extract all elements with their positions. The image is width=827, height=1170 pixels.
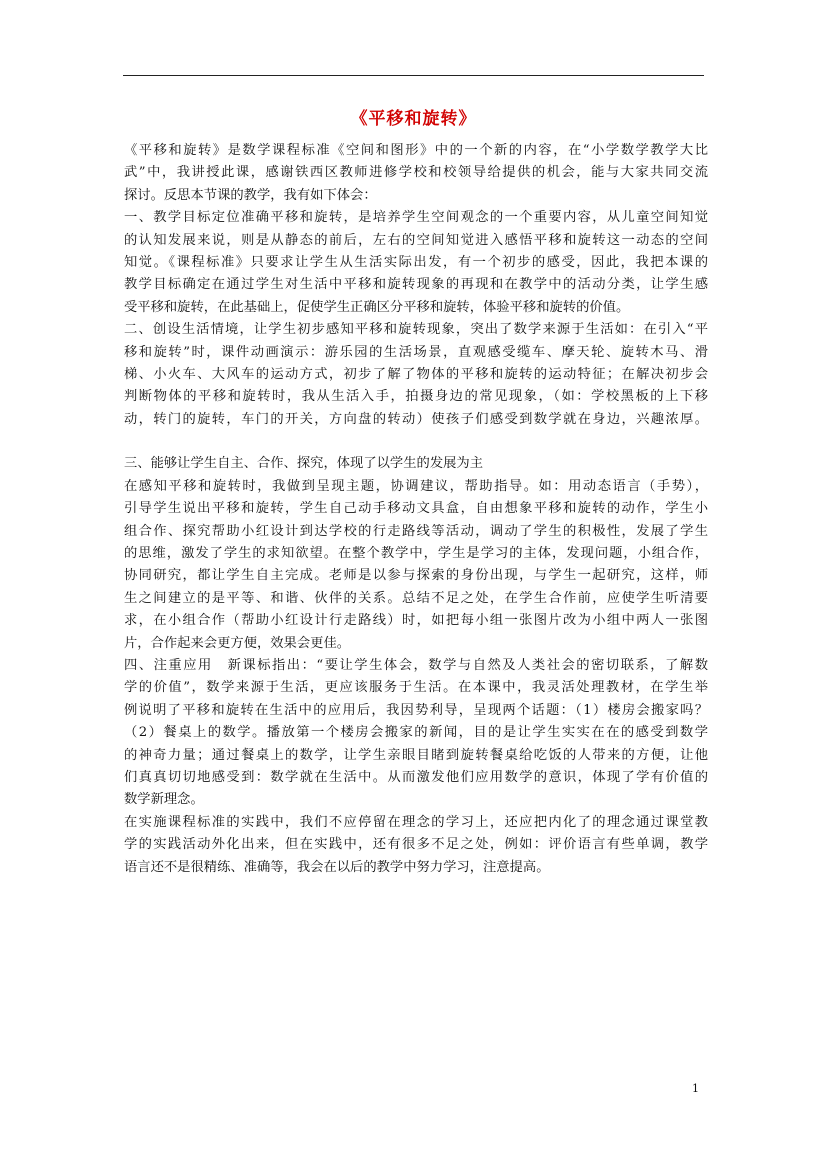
text-line: 《平移和旋转》是数学课程标准《空间和图形》中的一个新的内容，在“小学数学教学大比 bbox=[124, 143, 708, 158]
text-line: 的认知发展来说，则是从静态的前后，左右的空间知觉进入感悟平移和旋转这一动态的空间 bbox=[124, 232, 708, 248]
header-rule bbox=[123, 75, 704, 76]
text-line: 探讨。反思本节课的教学，我有如下体会： bbox=[124, 187, 377, 203]
text-line: 二、创设生活情境，让学生初步感知平移和旋转现象，突出了数学来源于生活如：在引入“平 bbox=[124, 322, 708, 338]
page-number: 1 bbox=[692, 1082, 699, 1095]
text-line: 求，在小组合作（帮助小红设计行走路线）时，如把每小组一张图片改为小组中两人一张图 bbox=[124, 613, 708, 629]
text-line: 判断物体的平移和旋转时，我从生活入手，拍摄身边的常见现象，（如：学校黑板的上下移 bbox=[124, 389, 708, 405]
text-line: 的神奇力量；通过餐桌上的数学，让学生亲眼目睹到旋转餐桌给吃饭的人带来的方便，让他 bbox=[124, 747, 708, 763]
section-3-heading: 三、能够让学生自主、合作、探究，体现了以学生的发展为主 bbox=[124, 456, 484, 472]
document-title: 《平移和旋转》 bbox=[350, 109, 477, 129]
section-2-paragraph bbox=[124, 319, 708, 431]
text-line: 例说明了平移和旋转在生活中的应用后，我因势利导，呈现两个话题：（1）楼房会搬家吗？ bbox=[124, 702, 708, 718]
text-line: 动，转门的旋转，车门的开关，方向盘的转动）使孩子们感受到数学就在身边，兴趣浓厚。 bbox=[124, 411, 708, 427]
text-line: 们真真切切地感受到：数学就在生活中。从而激发他们应用数学的意识，体现了学有价值的 bbox=[124, 769, 708, 785]
text-line: 片，合作起来会更方便，效果会更佳。 bbox=[124, 635, 351, 651]
text-line: 数学新理念。 bbox=[124, 792, 204, 808]
text-line: 梯、小火车、大风车的运动方式，初步了解了物体的平移和旋转的运动特征；在解决初步会 bbox=[124, 367, 708, 383]
intro-paragraph bbox=[124, 140, 708, 207]
text-line: 引导学生说出平移和旋转，学生自己动手移动文具盒，自由想象平移和旋转的动作，学生小 bbox=[124, 501, 708, 517]
text-line: 一、教学目标定位准确平移和旋转，是培养学生空间观念的一个重要内容，从儿童空间知觉 bbox=[124, 210, 708, 226]
section-4-paragraph bbox=[124, 655, 708, 812]
text-line: 学的价值”，数学来源于生活，更应该服务于生活。在本课中，我灵活处理教材，在学生举 bbox=[124, 680, 708, 696]
text-line: 生之间建立的是平等、和谐、伙伴的关系。总结不足之处，在学生合作前，应使学生听清要 bbox=[124, 590, 708, 606]
text-line: 学的实践活动外化出来，但在实践中，还有很多不足之处，例如：评价语言有些单调，教学 bbox=[124, 837, 708, 853]
text-line: 语言还不是很精练、准确等，我会在以后的教学中努力学习，注意提高。 bbox=[124, 859, 550, 875]
text-line: 武”中，我讲授此课，感谢铁西区教师进修学校和校领导给提供的机会，能与大家共同交流 bbox=[124, 165, 708, 181]
text-line: 知觉。《课程标准》只要求让学生从生活实际出发，有一个初步的感受，因此，我把本课的 bbox=[124, 255, 708, 271]
text-line: 在感知平移和旋转时，我做到呈现主题，协调建议，帮助指导。如：用动态语言（手势）， bbox=[124, 478, 708, 494]
text-line: 四、注重应用 新课标指出：“要让学生体会，数学与自然及人类社会的密切联系，了解数 bbox=[124, 657, 708, 673]
text-line: 的思维，激发了学生的求知欲望。在整个教学中，学生是学习的主体，发现问题，小组合作， bbox=[124, 545, 708, 561]
section-3-paragraph bbox=[124, 476, 708, 655]
section-1-paragraph bbox=[124, 207, 708, 319]
text-line: （2）餐桌上的数学。播放第一个楼房会搬家的新闻，目的是让学生实实在在的感受到数学 bbox=[124, 725, 708, 741]
text-line: 在实施课程标准的实践中，我们不应停留在理念的学习上，还应把内化了的理念通过课堂教 bbox=[124, 814, 708, 830]
document-body bbox=[124, 140, 708, 879]
text-line: 受平移和旋转，在此基础上，促使学生正确区分平移和旋转，体验平移和旋转的价值。 bbox=[124, 299, 630, 315]
text-line: 移和旋转”时，课件动画演示：游乐园的生活场景，直观感受缆车、摩天轮、旋转木马、滑 bbox=[124, 344, 708, 360]
text-line: 教学目标确定在通过学生对生活中平移和旋转现象的再现和在教学中的活动分类，让学生感 bbox=[124, 277, 708, 293]
paragraph-gap bbox=[124, 431, 708, 453]
conclusion-paragraph bbox=[124, 812, 708, 879]
text-line: 组合作、探究帮助小红设计到达学校的行走路线等活动，调动了学生的积极性，发展了学生 bbox=[124, 523, 708, 539]
text-line: 协同研究，都让学生自主完成。老师是以参与探索的身份出现，与学生一起研究，这样，师 bbox=[124, 568, 708, 584]
